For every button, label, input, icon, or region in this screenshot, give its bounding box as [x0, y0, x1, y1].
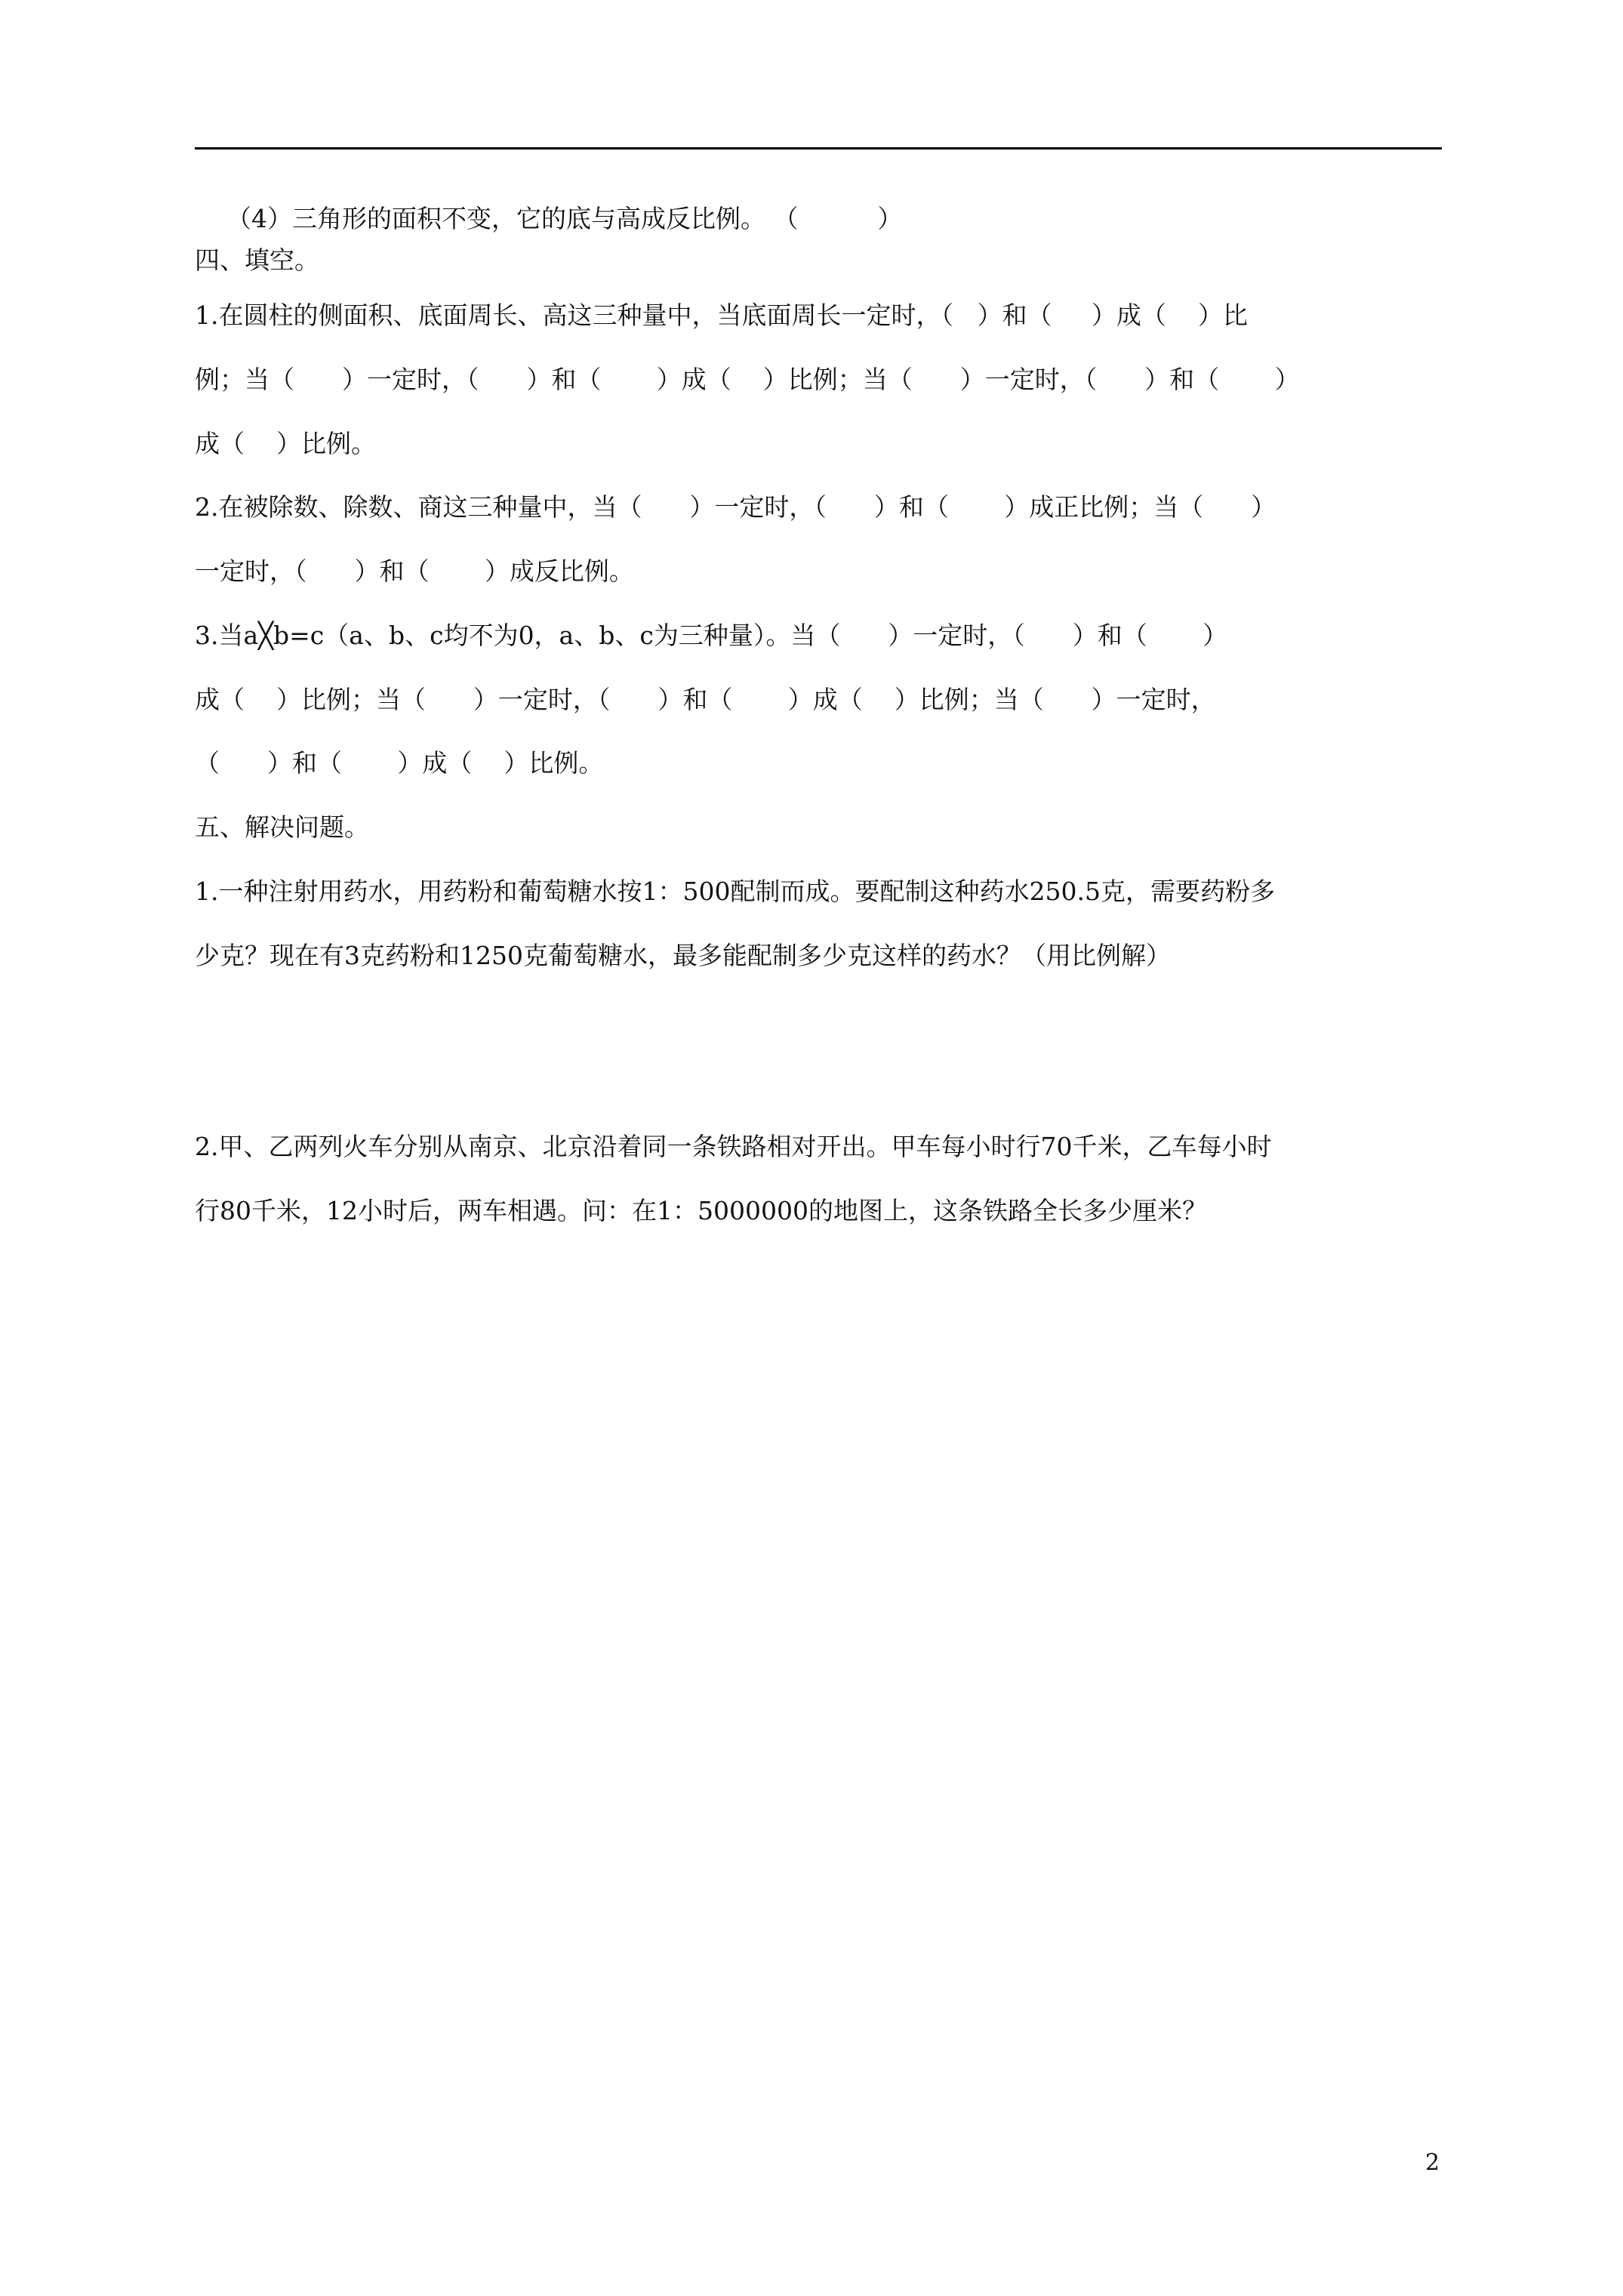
- section4-q2-line2: 一定时，（ ）和（ ）成反比例。: [195, 556, 634, 586]
- section3-item4: （4）三角形的面积不变，它的底与高成反比例。 （ ）: [226, 204, 903, 233]
- header-rule: [195, 147, 1442, 149]
- section4-q2-line1: 2.在被除数、除数、商这三种量中，当（ ）一定时，（ ）和（ ）成正比例；当（ ）: [195, 492, 1277, 522]
- section4-q3-line3: （ ）和（ ）成（ ）比例。: [195, 748, 604, 778]
- section4-heading: 四、填空。: [195, 245, 319, 275]
- section5-heading: 五、解决问题。: [195, 812, 369, 842]
- page-number: 2: [1425, 2150, 1440, 2176]
- section5-q2-line2: 行80千米，12小时后，两车相遇。问：在1：5000000的地图上，这条铁路全长多少厘米？: [195, 1196, 1207, 1225]
- section5-q2-line1: 2.甲、乙两列火车分别从南京、北京沿着同一条铁路相对开出。甲车每小时行70千米，乙车每小时: [195, 1132, 1272, 1161]
- section5-q1-line2: 少克？现在有3克药粉和1250克葡萄糖水，最多能配制多少克这样的药水？（用比例解）: [195, 941, 1171, 970]
- section4-q1-line1: 1.在圆柱的侧面积、底面周长、高这三种量中，当底面周长一定时，（ ）和（ ）成（ ）比: [195, 300, 1248, 330]
- section4-q3-line1: 3.当a╳b=c（a、b、c均不为0，a、b、c为三种量）。当（ ）一定时，（ ）和（ ）: [195, 621, 1228, 650]
- section4-q1-line2: 例；当（ ）一定时，（ ）和（ ）成（ ）比例；当（ ）一定时，（ ）和（ ）: [195, 365, 1300, 394]
- section5-q1-line1: 1.一种注射用药水，用药粉和葡萄糖水按1：500配制而成。要配制这种药水250.5克，需要药粉多: [195, 877, 1275, 906]
- section4-q1-line3: 成（ ）比例。: [195, 429, 376, 458]
- section4-q3-line2: 成（ ）比例；当（ ）一定时，（ ）和（ ）成（ ）比例；当（ ）一定时，: [195, 685, 1216, 714]
